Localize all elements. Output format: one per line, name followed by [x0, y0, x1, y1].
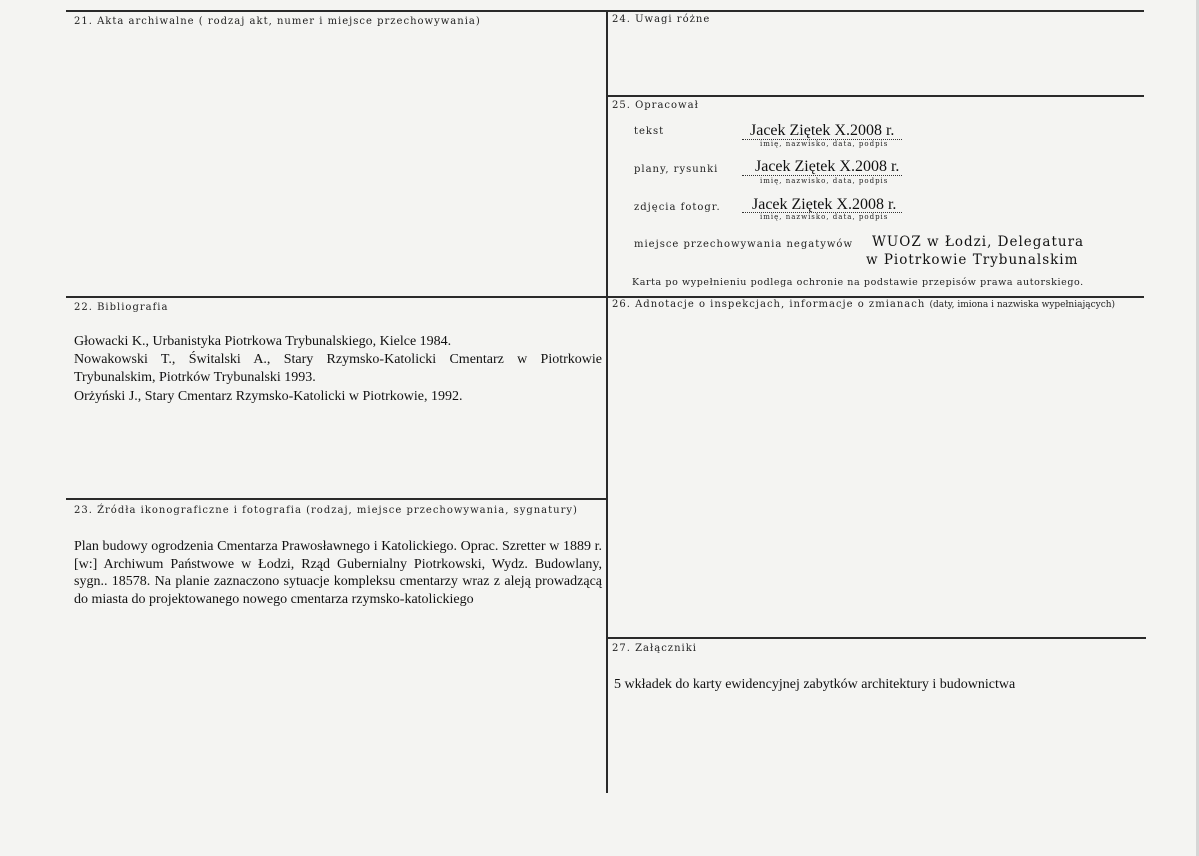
- drawings-author-dotted-line: [742, 175, 902, 176]
- text-author-caption: imię, nazwisko, data, podpis: [760, 140, 889, 148]
- section-25-label: 25. Opracował: [612, 100, 699, 111]
- section-21-label: 21. Akta archiwalne ( rodzaj akt, numer i miejsce przechowywania): [74, 16, 481, 27]
- center-divider: [606, 10, 608, 793]
- drawings-author-label: plany, rysunki: [634, 164, 719, 175]
- section-22-label: 22. Bibliografia: [74, 302, 169, 313]
- rule-section-25: [606, 95, 1144, 97]
- section-24-label: 24. Uwagi różne: [612, 14, 711, 25]
- negatives-location-label: miejsce przechowywania negatywów: [634, 239, 853, 250]
- bibliography-entry-3: Orżyński J., Stary Cmentarz Rzymsko-Katolicki w Piotrkowie, 1992.: [74, 389, 463, 404]
- photos-author-label: zdjęcia fotogr.: [634, 202, 721, 213]
- copyright-note: Karta po wypełnieniu podlega ochronie na podstawie przepisów prawa autorskiego.: [632, 277, 1084, 288]
- top-rule: [66, 10, 1144, 12]
- negatives-location-line2: w Piotrkowie Trybunalskim: [866, 252, 1079, 268]
- drawings-author-name: Jacek Ziętek X.2008 r.: [755, 158, 900, 175]
- bibliography-entry-2: Nowakowski T., Świtalski A., Stary Rzymsko-Katolicki Cmentarz w Piotrkowie Trybunalskim, Piotrków Trybunalski 1993.: [74, 352, 602, 385]
- iconographic-sources-text: Plan budowy ogrodzenia Cmentarza Prawosławnego i Katolickiego. Oprac. Szretter w 1889 r. [w:] Archiwum Państwowe w Łodzi, Rząd Gubernialny Piotrkowski, Wydz. Budowlany, sygn.. 18578. Na planie zaznaczono sytuacje kompleksu cmentarzy wraz z aleją prowadzącą do miasta do projektowanego nowego cmentarza rzymsko-katolickiego: [74, 539, 602, 607]
- section-26-note: (daty, imiona i nazwiska wypełniających): [929, 300, 1116, 310]
- section-23-label: 23. Źródła ikonograficzne i fotografia (rodzaj, miejsce przechowywania, sygnatury): [74, 505, 578, 516]
- rule-row-22-26: [66, 296, 1144, 298]
- rule-section-23: [66, 498, 607, 500]
- photos-author-name: Jacek Ziętek X.2008 r.: [752, 196, 897, 213]
- bibliography-entry-1: Głowacki K., Urbanistyka Piotrkowa Trybunalskiego, Kielce 1984.: [74, 334, 452, 349]
- rule-section-27: [606, 637, 1146, 639]
- attachments-text: 5 wkładek do karty ewidencyjnej zabytków architektury i budownictwa: [614, 677, 1016, 692]
- section-26-label: [612, 299, 1115, 310]
- photos-author-caption: imię, nazwisko, data, podpis: [760, 213, 889, 221]
- section-27-label: 27. Załączniki: [612, 643, 697, 654]
- section-26-title: 26. Adnotacje o inspekcjach, informacje o zmianach: [612, 299, 926, 310]
- text-author-name: Jacek Ziętek X.2008 r.: [750, 122, 895, 139]
- negatives-location-line1: WUOZ w Łodzi, Delegatura: [872, 234, 1085, 250]
- drawings-author-caption: imię, nazwisko, data, podpis: [760, 177, 889, 185]
- text-author-label: tekst: [634, 126, 665, 137]
